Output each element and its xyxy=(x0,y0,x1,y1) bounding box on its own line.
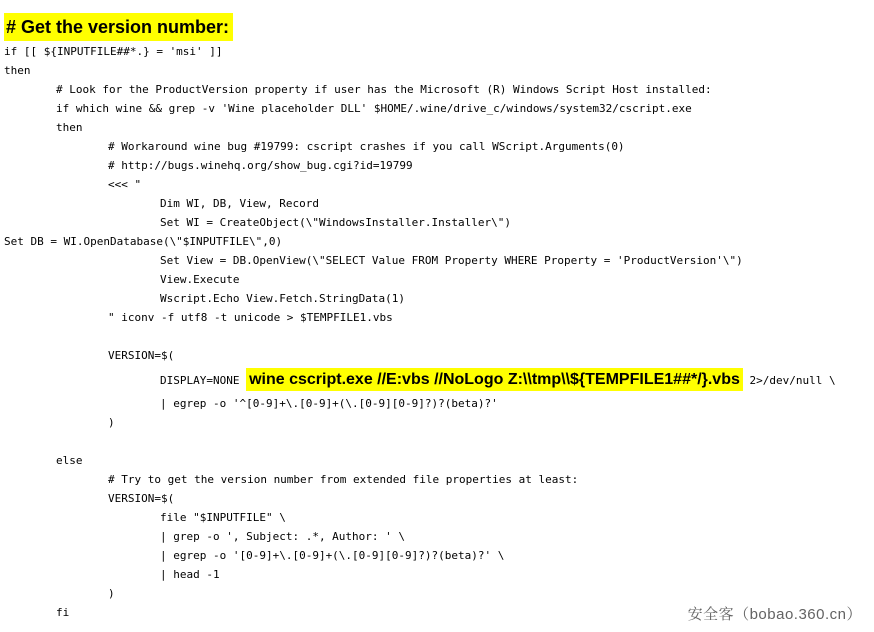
code-line xyxy=(4,99,874,118)
watermark: 安全客（bobao.360.cn） xyxy=(687,606,862,623)
code-line xyxy=(4,308,874,327)
code-line xyxy=(4,12,874,42)
code-text: Set View = DB.OpenView(\"SELECT Value FROM Property WHERE Property = 'ProductVersion'\") xyxy=(160,254,743,267)
code-line xyxy=(4,118,874,137)
code-text: fi xyxy=(56,606,70,619)
code-line xyxy=(4,175,874,194)
code-text: " iconv -f utf8 -t unicode > $TEMPFILE1.vbs xyxy=(108,311,393,324)
highlighted-text: wine cscript.exe //E:vbs //NoLogo Z:\\tmp\\${TEMPFILE1##*/}.vbs xyxy=(246,368,743,391)
code-text: Dim WI, DB, View, Record xyxy=(160,197,319,210)
code-text: | head -1 xyxy=(160,568,220,581)
code-line xyxy=(4,232,874,251)
code-line xyxy=(4,546,874,565)
code-line xyxy=(4,365,874,394)
code-line xyxy=(4,213,874,232)
code-block xyxy=(4,12,874,622)
code-text: if which wine && grep -v 'Wine placeholder DLL' $HOME/.wine/drive_c/windows/system32/cscript.exe xyxy=(56,102,692,115)
code-text: else xyxy=(56,454,83,467)
code-text: then xyxy=(4,64,31,77)
code-text: ) xyxy=(108,587,115,600)
code-line xyxy=(4,156,874,175)
code-line xyxy=(4,42,874,61)
code-line xyxy=(4,565,874,584)
blank-line xyxy=(4,432,874,451)
code-line xyxy=(4,508,874,527)
code-line xyxy=(4,194,874,213)
code-text: DISPLAY=NONE xyxy=(160,374,247,387)
code-text: file "$INPUTFILE" \ xyxy=(160,511,286,524)
highlighted-text: # Get the version number: xyxy=(4,13,233,41)
code-line xyxy=(4,346,874,365)
code-text: Wscript.Echo View.Fetch.StringData(1) xyxy=(160,292,406,305)
code-text: then xyxy=(56,121,83,134)
code-line xyxy=(4,251,874,270)
code-text: VERSION=$( xyxy=(108,492,175,505)
code-text: Set DB = WI.OpenDatabase(\"$INPUTFILE\",0) xyxy=(4,235,283,248)
code-text: ) xyxy=(108,416,115,429)
code-text: VERSION=$( xyxy=(108,349,175,362)
code-text: # Workaround wine bug #19799: cscript crashes if you call WScript.Arguments(0) xyxy=(108,140,625,153)
code-line xyxy=(4,270,874,289)
code-line xyxy=(4,80,874,99)
code-text: Set WI = CreateObject(\"WindowsInstaller.Installer\") xyxy=(160,216,511,229)
code-line xyxy=(4,584,874,603)
code-text: | egrep -o '^[0-9]+\.[0-9]+(\.[0-9][0-9]?)?(beta)?' xyxy=(160,397,498,410)
code-line xyxy=(4,489,874,508)
code-text: 2>/dev/null \ xyxy=(742,374,836,387)
code-text: | egrep -o '[0-9]+\.[0-9]+(\.[0-9][0-9]?)?(beta)?' \ xyxy=(160,549,505,562)
code-line xyxy=(4,527,874,546)
code-line xyxy=(4,61,874,80)
code-text: View.Execute xyxy=(160,273,240,286)
code-text: if [[ ${INPUTFILE##*.} = 'msi' ]] xyxy=(4,45,223,58)
blank-line xyxy=(4,327,874,346)
code-text: <<< " xyxy=(108,178,142,191)
code-line xyxy=(4,451,874,470)
code-line xyxy=(4,470,874,489)
code-line xyxy=(4,394,874,413)
code-text: # Try to get the version number from extended file properties at least: xyxy=(108,473,579,486)
code-line xyxy=(4,413,874,432)
code-text: # Look for the ProductVersion property if user has the Microsoft (R) Windows Script Host installed: xyxy=(56,83,712,96)
code-text: # http://bugs.winehq.org/show_bug.cgi?id=19799 xyxy=(108,159,413,172)
code-line xyxy=(4,137,874,156)
code-line xyxy=(4,289,874,308)
code-text: | grep -o ', Subject: .*, Author: ' \ xyxy=(160,530,406,543)
